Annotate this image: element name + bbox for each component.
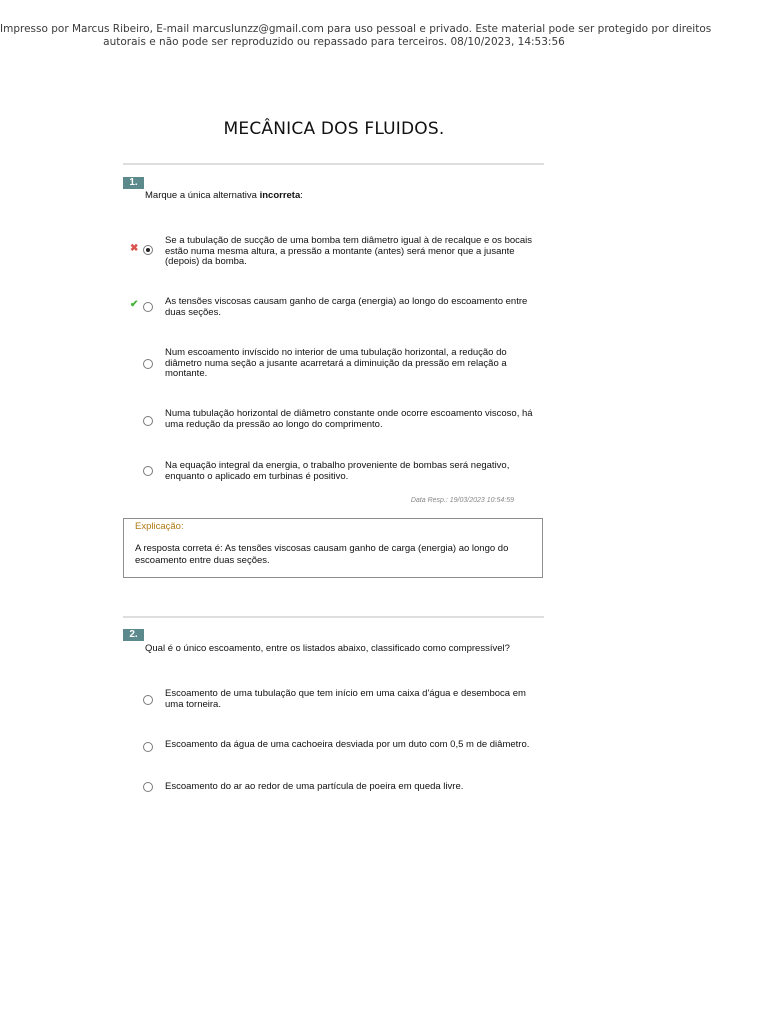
answer-option[interactable] <box>130 740 550 780</box>
radio-button[interactable] <box>143 695 153 705</box>
explanation-box <box>123 518 543 578</box>
divider <box>123 163 544 165</box>
answer-date: Data Resp.: 19/03/2023 10:54:59 <box>410 497 514 504</box>
question-prompt: Marque a única alternativa incorreta: <box>145 190 303 201</box>
question-number-badge: 2. <box>123 629 144 641</box>
option-label: Numa tubulação horizontal de diâmetro constante onde ocorre escoamento viscoso, há uma redução da pressão ao longo do comprimento. <box>165 408 533 430</box>
answer-option[interactable] <box>130 236 550 276</box>
answer-option[interactable] <box>130 409 550 449</box>
radio-button[interactable] <box>143 302 153 312</box>
page-title: MECÂNICA DOS FLUIDOS. <box>223 119 445 139</box>
option-label: Escoamento da água de uma cachoeira desviada por um duto com 0,5 m de diâmetro. <box>165 739 530 750</box>
explanation-text: A resposta correta é: As tensões viscosas causam ganho de carga (energia) ao longo do escoamento entre duas seções. <box>135 543 509 566</box>
option-label: Num escoamento invíscido no interior de uma tubulação horizontal, a redução do diâmetro numa seção a jusante acarretará a diminuição da pressão em relação a montante. <box>165 347 507 379</box>
watermark-line-1: Impresso por Marcus Ribeiro, E-mail marcuslunzz@gmail.com para uso pessoal e privado. Este material pode ser protegido por direitos <box>0 23 712 35</box>
option-label: Escoamento de uma tubulação que tem início em uma caixa d'água e desemboca em uma torneira. <box>165 688 526 710</box>
answer-option[interactable] <box>130 689 550 729</box>
correct-answer-icon: ✔ <box>130 299 139 310</box>
answer-option[interactable] <box>130 461 550 501</box>
option-label: Escoamento do ar ao redor de uma partícula de poeira em queda livre. <box>165 781 464 792</box>
answer-option[interactable] <box>130 297 550 337</box>
radio-button-selected[interactable] <box>143 245 153 255</box>
answer-option[interactable] <box>130 782 550 822</box>
watermark-line-2: autorais e não pode ser reproduzido ou repassado para terceiros. 08/10/2023, 14:53:56 <box>103 36 565 48</box>
question-number-badge: 1. <box>123 177 144 189</box>
print-watermark <box>0 23 712 49</box>
question-prompt: Qual é o único escoamento, entre os listados abaixo, classificado como compressível? <box>145 643 510 654</box>
explanation-title: Explicação: <box>135 521 184 532</box>
radio-button[interactable] <box>143 742 153 752</box>
radio-button[interactable] <box>143 466 153 476</box>
radio-button[interactable] <box>143 782 153 792</box>
option-label: Se a tubulação de sucção de uma bomba tem diâmetro igual à de recalque e os bocais estão numa mesma altura, a pressão a montante (antes) será menor que a jusante (depois) da bomba. <box>165 235 533 267</box>
divider <box>123 616 544 618</box>
wrong-answer-icon: ✖ <box>130 243 139 254</box>
radio-button[interactable] <box>143 359 153 369</box>
answer-option[interactable] <box>130 348 550 388</box>
option-label: As tensões viscosas causam ganho de carga (energia) ao longo do escoamento entre duas seções. <box>165 296 528 318</box>
radio-button[interactable] <box>143 416 153 426</box>
option-label: Na equação integral da energia, o trabalho proveniente de bombas será negativo, enquanto o aplicado em turbinas é positivo. <box>165 460 510 482</box>
